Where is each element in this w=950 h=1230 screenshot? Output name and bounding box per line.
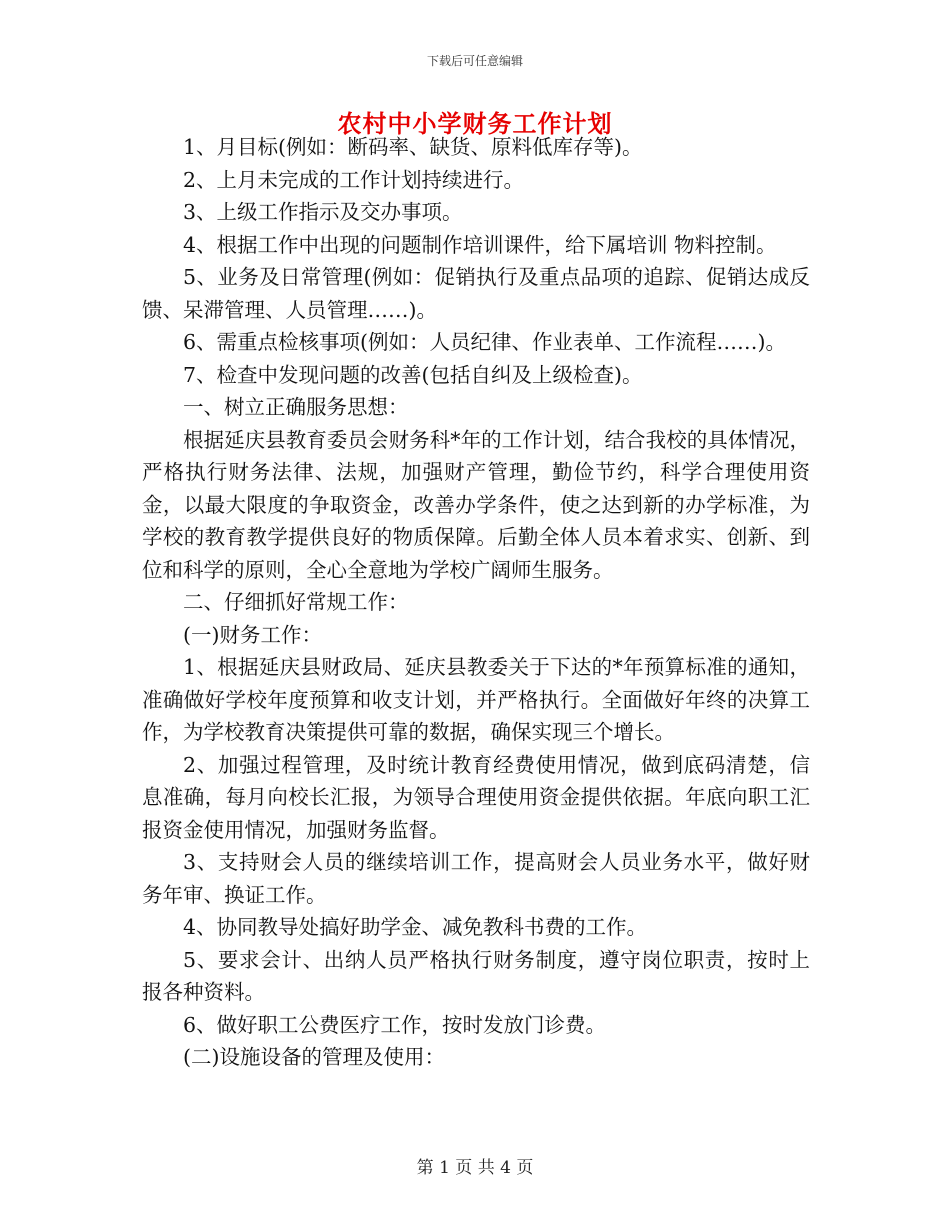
document-title: 农村中小学财务工作计划	[337, 109, 613, 138]
paragraph: 2、上月未完成的工作计划持续进行。	[183, 167, 525, 192]
section-heading: 一、树立正确服务思想：	[183, 395, 409, 419]
paragraph: 4、根据工作中出现的问题制作培训课件，给下属培训 物料控制。	[183, 232, 777, 257]
document-body	[142, 131, 810, 1074]
paragraph: 4、协同教导处搞好助学金、减免教科书费的工作。	[183, 915, 648, 939]
paragraph: 5、业务及日常管理(例如：促销执行及重点品项的追踪、促销达成反馈、呆滞管理、人员管理……)。	[142, 265, 810, 322]
paragraph: 6、需重点检核事项(例如：人员纪律、作业表单、工作流程……)。	[183, 330, 787, 354]
paragraph: 3、支持财会人员的继续培训工作，提高财会人员业务水平，做好财务年审、换证工作。	[142, 850, 810, 907]
paragraph: 1、根据延庆县财政局、延庆县教委关于下达的*年预算标准的通知，准确做好学校年度预算和收支计划，并严格执行。全面做好年终的决算工作，为学校教育决策提供可靠的数据，确保实现三个增长。	[142, 655, 810, 744]
paragraph: 7、检查中发现问题的改善(包括自纠及上级检查)。	[183, 362, 643, 387]
subsection-heading: (二)设施设备的管理及使用：	[183, 1045, 445, 1069]
paragraph: 2、加强过程管理，及时统计教育经费使用情况，做到底码清楚，信息准确，每月向校长汇报，为领导合理使用资金提供依据。年底向职工汇报资金使用情况，加强财务监督。	[142, 752, 810, 842]
paragraph: 根据延庆县教育委员会财务科*年的工作计划，结合我校的具体情况，严格执行财务法律、法规，加强财产管理，勤俭节约，科学合理使用资金，以最大限度的争取资金，改善办学条件，使之达到新的办学标准，为学校的教育教学提供良好的物质保障。后勤全体人员本着求实、创新、到位和科学的原则，全心全意地为学校广阔师生服务。	[142, 427, 810, 582]
paragraph: 1、月目标(例如：断码率、缺货、原料低库存等)。	[183, 135, 643, 159]
paragraph: 3、上级工作指示及交办事项。	[183, 200, 463, 224]
section-heading: 二、仔细抓好常规工作：	[183, 590, 409, 614]
page-footer: 第 1 页 共 4 页	[416, 1158, 534, 1178]
paragraph: 5、要求会计、出纳人员严格执行财务制度，遵守岗位职责，按时上报各种资料。	[142, 947, 810, 1004]
subsection-heading: (一)财务工作：	[183, 622, 322, 647]
header-note: 下载后可任意编辑	[426, 54, 523, 68]
paragraph: 6、做好职工公费医疗工作，按时发放门诊费。	[183, 1012, 607, 1037]
